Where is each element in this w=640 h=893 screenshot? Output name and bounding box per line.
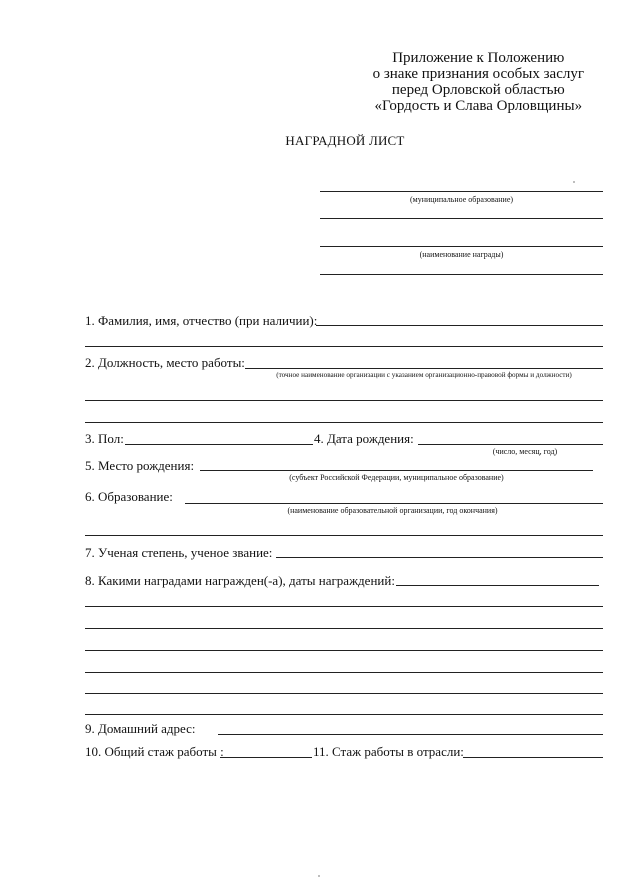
awards-field-7[interactable] <box>85 714 603 715</box>
scan-speck-bottom <box>318 875 320 877</box>
organization-caption: (точное наименование организации с указанием организационно-правовой формы и должности) <box>276 371 572 379</box>
address-label: 9. Домашний адрес: <box>85 721 196 736</box>
birth-place-caption: (субъект Российской Федерации, муниципальное образование) <box>289 473 504 482</box>
full-name-field-2[interactable] <box>85 346 603 347</box>
awards-field-2[interactable] <box>85 606 603 607</box>
degree-field[interactable] <box>276 557 603 558</box>
award-name-line[interactable] <box>320 246 603 247</box>
scan-speck <box>573 181 575 183</box>
municipality-caption: (муниципальное образование) <box>409 195 514 204</box>
total-experience-field[interactable] <box>220 757 312 758</box>
award-name-line-2[interactable] <box>320 274 603 275</box>
birth-place-field[interactable] <box>200 470 593 471</box>
industry-experience-field[interactable] <box>463 757 603 758</box>
position-field[interactable] <box>245 368 603 369</box>
awards-field-3[interactable] <box>85 628 603 629</box>
awards-field[interactable] <box>396 585 599 586</box>
appendix-line-1: Приложение к Положению <box>392 50 565 66</box>
education-caption: (наименование образовательной организации, год окончания) <box>287 506 498 515</box>
sex-label: 3. Пол: <box>85 431 124 446</box>
appendix-line-2: о знаке признания особых заслуг <box>372 66 584 82</box>
position-field-2[interactable] <box>85 400 603 401</box>
appendix-line-3: перед Орловской областью <box>391 82 565 98</box>
birth-date-caption: (число, месяц, год) <box>492 447 558 456</box>
sex-field[interactable] <box>125 444 313 445</box>
education-field[interactable] <box>185 503 603 504</box>
full-name-label: 1. Фамилия, имя, отчество (при наличии): <box>85 313 318 328</box>
awards-label: 8. Какими наградами награжден(-а), даты награждений: <box>85 573 395 588</box>
awards-field-5[interactable] <box>85 672 603 673</box>
municipality-line[interactable] <box>320 191 603 192</box>
birth-place-label: 5. Место рождения: <box>85 458 195 473</box>
birth-date-label: 4. Дата рождения: <box>314 431 414 446</box>
page-title: НАГРАДНОЙ ЛИСТ <box>285 133 405 148</box>
awards-field-4[interactable] <box>85 650 603 651</box>
degree-label: 7. Ученая степень, ученое звание: <box>85 545 273 560</box>
municipality-line-2[interactable] <box>320 218 603 219</box>
education-label: 6. Образование: <box>85 489 173 504</box>
position-label: 2. Должность, место работы: <box>85 355 245 370</box>
birth-date-field[interactable] <box>418 444 603 445</box>
appendix-header <box>373 50 584 114</box>
full-name-field[interactable] <box>316 325 603 326</box>
appendix-line-4: «Гордость и Слава Орловщины» <box>374 98 583 114</box>
address-field[interactable] <box>218 734 603 735</box>
position-field-3[interactable] <box>85 422 603 423</box>
awards-field-6[interactable] <box>85 693 603 694</box>
total-experience-label: 10. Общий стаж работы : <box>85 744 224 759</box>
award-name-caption: (наименование награды) <box>419 250 504 259</box>
industry-experience-label: 11. Стаж работы в отрасли: <box>313 744 464 759</box>
education-field-2[interactable] <box>85 535 603 536</box>
